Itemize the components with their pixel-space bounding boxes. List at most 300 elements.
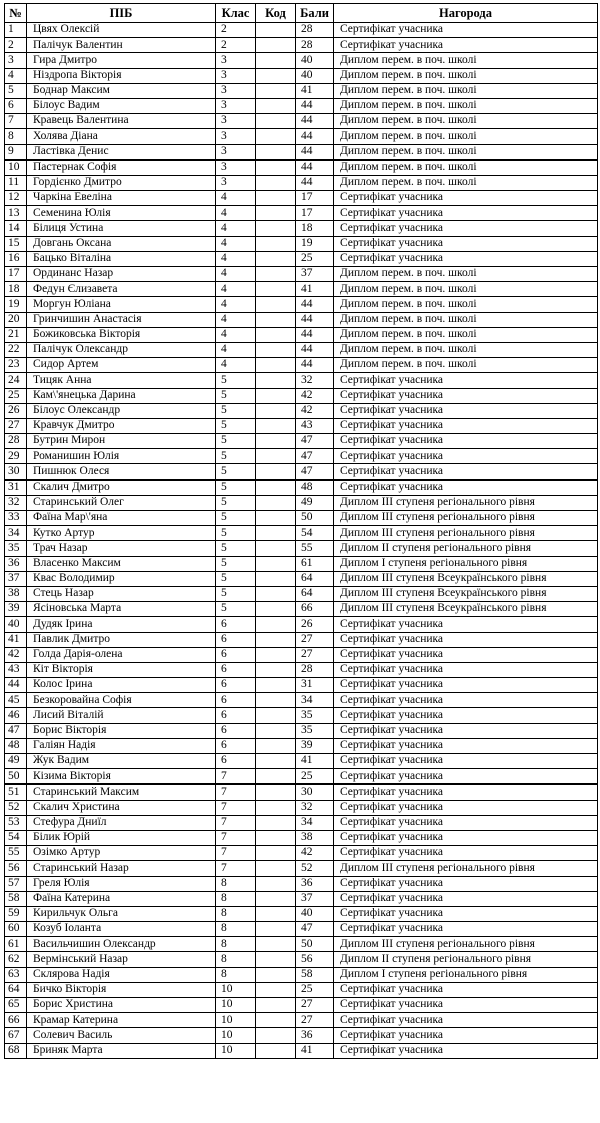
cell-code [256, 922, 296, 937]
cell-class: 4 [216, 282, 256, 297]
cell-num: 53 [5, 815, 27, 830]
table-row [5, 403, 598, 418]
cell-class: 5 [216, 418, 256, 433]
cell-name: Голда Дарія-олена [27, 647, 216, 662]
cell-code [256, 312, 296, 327]
cell-name: Пастернак Софія [27, 160, 216, 176]
cell-class: 5 [216, 586, 256, 601]
table-row [5, 876, 598, 891]
header-name: ПІБ [27, 4, 216, 23]
cell-points: 25 [296, 769, 334, 785]
table-row [5, 830, 598, 845]
cell-num: 66 [5, 1013, 27, 1028]
cell-num: 55 [5, 846, 27, 861]
cell-points: 25 [296, 982, 334, 997]
cell-class: 5 [216, 449, 256, 464]
cell-code [256, 83, 296, 98]
table-row [5, 998, 598, 1013]
cell-class: 8 [216, 906, 256, 921]
cell-points: 41 [296, 754, 334, 769]
cell-class: 4 [216, 206, 256, 221]
table-row [5, 738, 598, 753]
cell-award: Сертифікат учасника [334, 678, 598, 693]
cell-num: 33 [5, 511, 27, 526]
cell-num: 54 [5, 830, 27, 845]
cell-award: Диплом перем. в поч. школі [334, 114, 598, 129]
cell-code [256, 754, 296, 769]
cell-award: Диплом I ступеня регіонального рівня [334, 967, 598, 982]
cell-num: 21 [5, 327, 27, 342]
cell-name: Фаїна Катерина [27, 891, 216, 906]
cell-award: Сертифікат учасника [334, 876, 598, 891]
cell-num: 4 [5, 68, 27, 83]
cell-code [256, 297, 296, 312]
cell-code [256, 403, 296, 418]
table-row [5, 662, 598, 677]
table-row [5, 191, 598, 206]
cell-num: 49 [5, 754, 27, 769]
cell-num: 34 [5, 526, 27, 541]
cell-num: 50 [5, 769, 27, 785]
cell-name: Білик Юрій [27, 830, 216, 845]
table-row [5, 861, 598, 876]
table-body [5, 23, 598, 1059]
cell-points: 32 [296, 373, 334, 388]
cell-code [256, 952, 296, 967]
cell-class: 3 [216, 53, 256, 68]
cell-num: 65 [5, 998, 27, 1013]
cell-num: 48 [5, 738, 27, 753]
cell-points: 44 [296, 175, 334, 190]
cell-class: 4 [216, 312, 256, 327]
table-row [5, 267, 598, 282]
cell-class: 5 [216, 403, 256, 418]
cell-code [256, 632, 296, 647]
table-row [5, 83, 598, 98]
cell-points: 18 [296, 221, 334, 236]
table-row [5, 586, 598, 601]
cell-name: Греля Юлія [27, 876, 216, 891]
cell-class: 10 [216, 1013, 256, 1028]
cell-code [256, 358, 296, 373]
cell-award: Диплом II ступеня регіонального рівня [334, 541, 598, 556]
cell-points: 28 [296, 662, 334, 677]
header-class: Клас [216, 4, 256, 23]
cell-award: Сертифікат учасника [334, 982, 598, 997]
cell-points: 39 [296, 738, 334, 753]
cell-code [256, 434, 296, 449]
cell-class: 7 [216, 800, 256, 815]
cell-class: 5 [216, 373, 256, 388]
table-row [5, 922, 598, 937]
cell-code [256, 38, 296, 53]
table-row [5, 251, 598, 266]
cell-code [256, 526, 296, 541]
cell-award: Диплом перем. в поч. школі [334, 327, 598, 342]
cell-code [256, 68, 296, 83]
cell-num: 45 [5, 693, 27, 708]
table-row [5, 23, 598, 38]
cell-num: 63 [5, 967, 27, 982]
cell-class: 4 [216, 221, 256, 236]
cell-name: Стефура Дниїл [27, 815, 216, 830]
cell-code [256, 906, 296, 921]
table-row [5, 617, 598, 632]
table-row [5, 723, 598, 738]
cell-code [256, 160, 296, 176]
cell-name: Козуб Іоланта [27, 922, 216, 937]
cell-award: Сертифікат учасника [334, 480, 598, 496]
cell-class: 8 [216, 891, 256, 906]
cell-points: 40 [296, 906, 334, 921]
cell-name: Стець Назар [27, 586, 216, 601]
cell-points: 40 [296, 68, 334, 83]
cell-class: 5 [216, 511, 256, 526]
cell-award: Диплом перем. в поч. школі [334, 267, 598, 282]
cell-award: Сертифікат учасника [334, 784, 598, 800]
cell-num: 8 [5, 129, 27, 144]
cell-award: Диплом перем. в поч. школі [334, 342, 598, 357]
cell-class: 7 [216, 830, 256, 845]
cell-class: 5 [216, 480, 256, 496]
table-row [5, 647, 598, 662]
cell-name: Трач Назар [27, 541, 216, 556]
cell-points: 52 [296, 861, 334, 876]
cell-class: 3 [216, 129, 256, 144]
cell-code [256, 876, 296, 891]
cell-points: 30 [296, 784, 334, 800]
cell-class: 3 [216, 175, 256, 190]
cell-num: 10 [5, 160, 27, 176]
cell-code [256, 738, 296, 753]
cell-award: Диплом III ступеня Всеукраїнського рівня [334, 571, 598, 586]
cell-award: Сертифікат учасника [334, 191, 598, 206]
cell-name: Семенина Юлія [27, 206, 216, 221]
table-row [5, 769, 598, 785]
cell-num: 43 [5, 662, 27, 677]
cell-points: 35 [296, 723, 334, 738]
table-row [5, 1028, 598, 1043]
cell-class: 6 [216, 632, 256, 647]
cell-class: 4 [216, 267, 256, 282]
cell-class: 8 [216, 876, 256, 891]
cell-award: Сертифікат учасника [334, 38, 598, 53]
cell-class: 7 [216, 769, 256, 785]
cell-class: 7 [216, 861, 256, 876]
cell-code [256, 1013, 296, 1028]
cell-num: 59 [5, 906, 27, 921]
cell-class: 3 [216, 98, 256, 113]
cell-code [256, 206, 296, 221]
cell-class: 6 [216, 738, 256, 753]
cell-name: Кізима Вікторія [27, 769, 216, 785]
cell-points: 34 [296, 815, 334, 830]
cell-name: Чаркіна Евеліна [27, 191, 216, 206]
header-num: № [5, 4, 27, 23]
cell-class: 10 [216, 1028, 256, 1043]
cell-code [256, 342, 296, 357]
cell-award: Диплом перем. в поч. школі [334, 160, 598, 176]
cell-points: 44 [296, 297, 334, 312]
cell-award: Диплом III ступеня Всеукраїнського рівня [334, 602, 598, 617]
cell-award: Сертифікат учасника [334, 662, 598, 677]
cell-class: 5 [216, 571, 256, 586]
cell-class: 5 [216, 464, 256, 480]
cell-points: 36 [296, 1028, 334, 1043]
cell-points: 47 [296, 922, 334, 937]
cell-num: 46 [5, 708, 27, 723]
table-row [5, 571, 598, 586]
cell-award: Сертифікат учасника [334, 830, 598, 845]
cell-name: Кравчук Дмитро [27, 418, 216, 433]
cell-award: Сертифікат учасника [334, 617, 598, 632]
table-row [5, 541, 598, 556]
cell-points: 58 [296, 967, 334, 982]
cell-name: Федун Єлизавета [27, 282, 216, 297]
cell-award: Сертифікат учасника [334, 1013, 598, 1028]
table-row [5, 556, 598, 571]
cell-points: 27 [296, 1013, 334, 1028]
cell-num: 17 [5, 267, 27, 282]
table-row [5, 846, 598, 861]
table-row [5, 160, 598, 176]
cell-class: 3 [216, 83, 256, 98]
cell-points: 42 [296, 403, 334, 418]
cell-class: 3 [216, 160, 256, 176]
cell-class: 3 [216, 68, 256, 83]
cell-award: Сертифікат учасника [334, 708, 598, 723]
cell-class: 3 [216, 144, 256, 160]
cell-points: 42 [296, 388, 334, 403]
header-points: Бали [296, 4, 334, 23]
table-row [5, 800, 598, 815]
cell-num: 51 [5, 784, 27, 800]
cell-award: Сертифікат учасника [334, 418, 598, 433]
cell-code [256, 662, 296, 677]
cell-award: Диплом перем. в поч. школі [334, 53, 598, 68]
cell-num: 18 [5, 282, 27, 297]
cell-award: Сертифікат учасника [334, 373, 598, 388]
cell-award: Диплом перем. в поч. школі [334, 68, 598, 83]
cell-name: Бичко Вікторія [27, 982, 216, 997]
cell-code [256, 282, 296, 297]
cell-num: 16 [5, 251, 27, 266]
cell-name: Павлик Дмитро [27, 632, 216, 647]
cell-class: 2 [216, 23, 256, 38]
cell-award: Сертифікат учасника [334, 800, 598, 815]
cell-class: 6 [216, 708, 256, 723]
cell-points: 43 [296, 418, 334, 433]
cell-code [256, 586, 296, 601]
cell-num: 29 [5, 449, 27, 464]
cell-name: Білиця Устина [27, 221, 216, 236]
cell-code [256, 191, 296, 206]
cell-name: Фаїна Мар\'яна [27, 511, 216, 526]
table-row [5, 53, 598, 68]
cell-name: Бутрин Мирон [27, 434, 216, 449]
table-row [5, 144, 598, 160]
cell-name: Тицяк Анна [27, 373, 216, 388]
cell-code [256, 449, 296, 464]
cell-code [256, 846, 296, 861]
cell-points: 17 [296, 191, 334, 206]
cell-points: 54 [296, 526, 334, 541]
cell-award: Сертифікат учасника [334, 891, 598, 906]
table-row [5, 221, 598, 236]
table-row [5, 511, 598, 526]
cell-code [256, 982, 296, 997]
table-row [5, 982, 598, 997]
cell-award: Диплом перем. в поч. школі [334, 83, 598, 98]
cell-points: 49 [296, 495, 334, 510]
cell-code [256, 678, 296, 693]
cell-code [256, 418, 296, 433]
cell-award: Диплом III ступеня регіонального рівня [334, 937, 598, 952]
cell-award: Диплом перем. в поч. школі [334, 129, 598, 144]
cell-class: 6 [216, 647, 256, 662]
cell-code [256, 1043, 296, 1058]
table-row [5, 342, 598, 357]
cell-name: Божиковська Вікторія [27, 327, 216, 342]
cell-award: Диплом III ступеня регіонального рівня [334, 495, 598, 510]
cell-award: Сертифікат учасника [334, 403, 598, 418]
cell-num: 22 [5, 342, 27, 357]
cell-award: Диплом перем. в поч. школі [334, 282, 598, 297]
cell-class: 5 [216, 556, 256, 571]
cell-points: 27 [296, 998, 334, 1013]
cell-award: Сертифікат учасника [334, 647, 598, 662]
cell-code [256, 251, 296, 266]
cell-points: 50 [296, 937, 334, 952]
cell-award: Сертифікат учасника [334, 206, 598, 221]
table-row [5, 418, 598, 433]
table-row [5, 98, 598, 113]
cell-name: Лисий Віталій [27, 708, 216, 723]
cell-points: 42 [296, 846, 334, 861]
cell-code [256, 937, 296, 952]
cell-points: 32 [296, 800, 334, 815]
cell-num: 57 [5, 876, 27, 891]
cell-award: Сертифікат учасника [334, 754, 598, 769]
cell-class: 8 [216, 922, 256, 937]
cell-name: Васильчишин Олександр [27, 937, 216, 952]
cell-points: 35 [296, 708, 334, 723]
cell-code [256, 769, 296, 785]
cell-num: 12 [5, 191, 27, 206]
cell-name: Скалич Христина [27, 800, 216, 815]
cell-name: Білоус Олександр [27, 403, 216, 418]
cell-points: 28 [296, 38, 334, 53]
cell-award: Диплом перем. в поч. школі [334, 297, 598, 312]
cell-name: Ординанс Назар [27, 267, 216, 282]
table-row [5, 449, 598, 464]
cell-points: 56 [296, 952, 334, 967]
cell-num: 42 [5, 647, 27, 662]
cell-code [256, 98, 296, 113]
cell-num: 52 [5, 800, 27, 815]
cell-points: 38 [296, 830, 334, 845]
cell-num: 37 [5, 571, 27, 586]
cell-class: 6 [216, 693, 256, 708]
cell-award: Сертифікат учасника [334, 922, 598, 937]
cell-points: 44 [296, 358, 334, 373]
table-row [5, 678, 598, 693]
cell-points: 37 [296, 891, 334, 906]
cell-award: Сертифікат учасника [334, 434, 598, 449]
cell-name: Озімко Артур [27, 846, 216, 861]
cell-class: 4 [216, 342, 256, 357]
cell-code [256, 998, 296, 1013]
cell-points: 55 [296, 541, 334, 556]
cell-points: 47 [296, 434, 334, 449]
cell-code [256, 236, 296, 251]
cell-num: 44 [5, 678, 27, 693]
cell-award: Диплом III ступеня Всеукраїнського рівня [334, 586, 598, 601]
cell-num: 13 [5, 206, 27, 221]
cell-award: Сертифікат учасника [334, 998, 598, 1013]
table-row [5, 282, 598, 297]
header-row [5, 4, 598, 23]
cell-name: Крамар Катерина [27, 1013, 216, 1028]
cell-code [256, 861, 296, 876]
cell-code [256, 784, 296, 800]
cell-num: 32 [5, 495, 27, 510]
cell-award: Сертифікат учасника [334, 236, 598, 251]
cell-points: 19 [296, 236, 334, 251]
cell-name: Дудяк Ірина [27, 617, 216, 632]
cell-code [256, 815, 296, 830]
cell-num: 2 [5, 38, 27, 53]
table-row [5, 1043, 598, 1058]
cell-num: 31 [5, 480, 27, 496]
cell-class: 7 [216, 784, 256, 800]
cell-class: 7 [216, 815, 256, 830]
cell-points: 50 [296, 511, 334, 526]
cell-points: 31 [296, 678, 334, 693]
cell-name: Старинський Максим [27, 784, 216, 800]
cell-points: 47 [296, 464, 334, 480]
results-table [4, 3, 598, 1059]
cell-name: Гринчишин Анастасія [27, 312, 216, 327]
cell-class: 4 [216, 297, 256, 312]
cell-num: 68 [5, 1043, 27, 1058]
cell-name: Борис Вікторія [27, 723, 216, 738]
cell-name: Галіян Надія [27, 738, 216, 753]
cell-code [256, 114, 296, 129]
cell-code [256, 830, 296, 845]
cell-award: Сертифікат учасника [334, 251, 598, 266]
cell-points: 25 [296, 251, 334, 266]
cell-class: 4 [216, 191, 256, 206]
cell-code [256, 373, 296, 388]
cell-num: 14 [5, 221, 27, 236]
cell-num: 6 [5, 98, 27, 113]
table-row [5, 434, 598, 449]
cell-code [256, 723, 296, 738]
cell-num: 47 [5, 723, 27, 738]
table-row [5, 967, 598, 982]
cell-num: 9 [5, 144, 27, 160]
cell-name: Склярова Надія [27, 967, 216, 982]
cell-class: 10 [216, 982, 256, 997]
cell-class: 8 [216, 952, 256, 967]
table-row [5, 327, 598, 342]
cell-name: Кравець Валентина [27, 114, 216, 129]
table-row [5, 297, 598, 312]
cell-name: Сидор Артем [27, 358, 216, 373]
cell-name: Скалич Дмитро [27, 480, 216, 496]
table-row [5, 602, 598, 617]
